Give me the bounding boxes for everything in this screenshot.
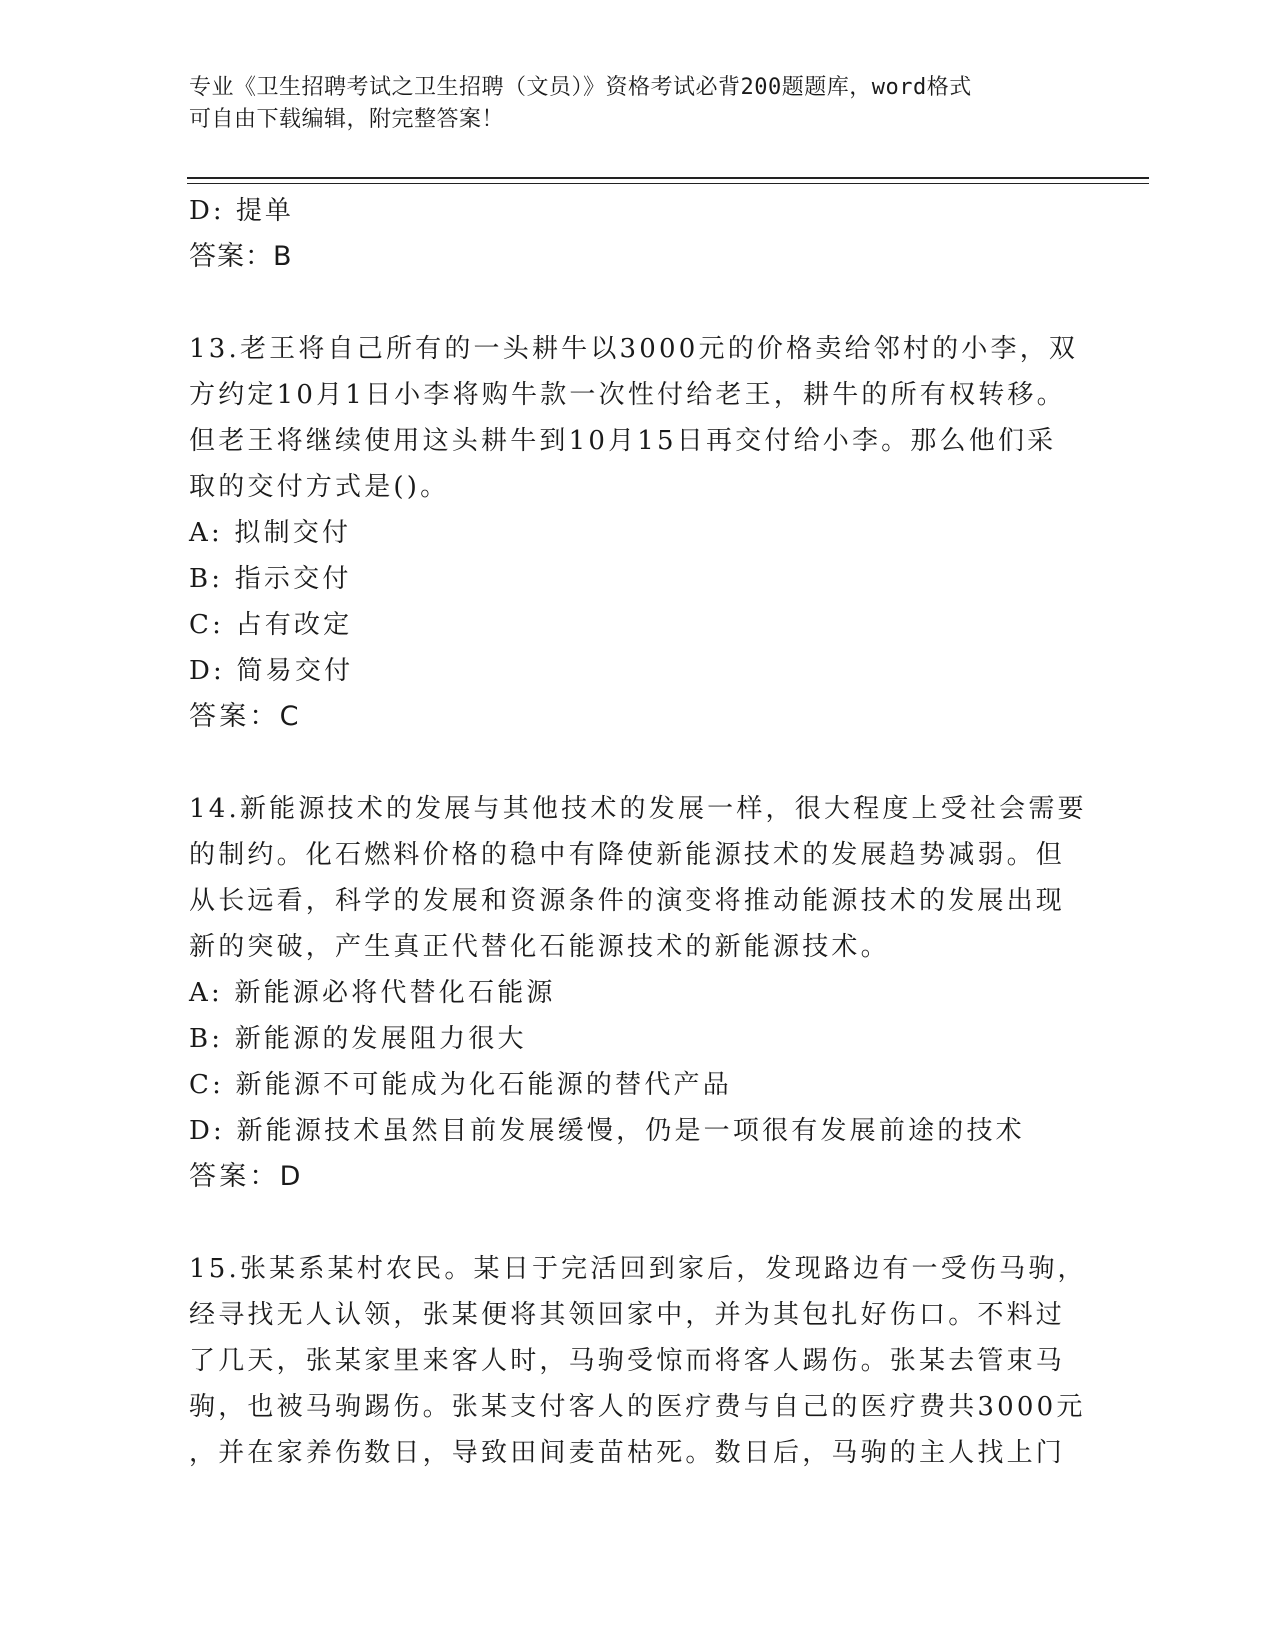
option-a: A: 拟制交付 bbox=[189, 518, 352, 548]
spacer bbox=[189, 280, 1089, 326]
option-d: D: 提单 bbox=[189, 196, 294, 226]
question-text-line: 取的交付方式是()。 bbox=[189, 472, 450, 502]
spacer bbox=[189, 1200, 1089, 1246]
header-line-2: 可自由下载编辑，附完整答案！ bbox=[189, 107, 505, 132]
question-text-line: 方约定10月1日小李将购牛款一次性付给老王，耕牛的所有权转移。 bbox=[189, 380, 1066, 410]
page-content bbox=[189, 188, 1089, 1476]
option-c: C: 占有改定 bbox=[189, 610, 353, 640]
question-text-line: 经寻找无人认领，张某便将其领回家中，并为其包扎好伤口。不料过 bbox=[189, 1300, 1066, 1330]
question-text-line: 15.张某系某村农民。某日于完活回到家后，发现路边有一受伤马驹， bbox=[189, 1254, 1087, 1284]
option-b: B: 指示交付 bbox=[189, 564, 352, 594]
header-divider-thick bbox=[187, 177, 1149, 179]
header-divider-thin bbox=[187, 183, 1149, 184]
option-a: A: 新能源必将代替化石能源 bbox=[189, 978, 556, 1008]
question-14 bbox=[189, 786, 1089, 1200]
option-d: D: 简易交付 bbox=[189, 656, 354, 686]
answer-line: 答案：B bbox=[189, 241, 293, 272]
previous-question-tail bbox=[189, 188, 1089, 280]
document-header bbox=[189, 72, 1069, 136]
option-d: D: 新能源技术虽然目前发展缓慢，仍是一项很有发展前途的技术 bbox=[189, 1116, 1025, 1146]
question-text-line: 从长远看，科学的发展和资源条件的演变将推动能源技术的发展出现 bbox=[189, 886, 1066, 916]
option-c: C: 新能源不可能成为化石能源的替代产品 bbox=[189, 1070, 732, 1100]
question-text-line: 但老王将继续使用这头耕牛到10月15日再交付给小李。那么他们采 bbox=[189, 426, 1057, 456]
question-13 bbox=[189, 326, 1089, 740]
question-15 bbox=[189, 1246, 1089, 1476]
question-text-line: 13.老王将自己所有的一头耕牛以3000元的价格卖给邻村的小李，双 bbox=[189, 334, 1079, 364]
answer-line: 答案：D bbox=[189, 1161, 304, 1192]
question-text-line: 驹，也被马驹踢伤。张某支付客人的医疗费与自己的医疗费共3000元 bbox=[189, 1392, 1086, 1422]
question-text-line: 了几天，张某家里来客人时，马驹受惊而将客人踢伤。张某去管束马 bbox=[189, 1346, 1066, 1376]
question-text-line: 的制约。化石燃料价格的稳中有降使新能源技术的发展趋势减弱。但 bbox=[189, 840, 1066, 870]
header-line-1: 专业《卫生招聘考试之卫生招聘（文员）》资格考试必背200题题库，word格式 bbox=[189, 75, 972, 100]
option-b: B: 新能源的发展阻力很大 bbox=[189, 1024, 527, 1054]
question-text-line: 14.新能源技术的发展与其他技术的发展一样，很大程度上受社会需要 bbox=[189, 794, 1087, 824]
question-text-line: 新的突破，产生真正代替化石能源技术的新能源技术。 bbox=[189, 932, 890, 962]
answer-line: 答案：C bbox=[189, 701, 302, 732]
spacer bbox=[189, 740, 1089, 786]
question-text-line: ，并在家养伤数日，导致田间麦苗枯死。数日后，马驹的主人找上门 bbox=[189, 1438, 1066, 1468]
